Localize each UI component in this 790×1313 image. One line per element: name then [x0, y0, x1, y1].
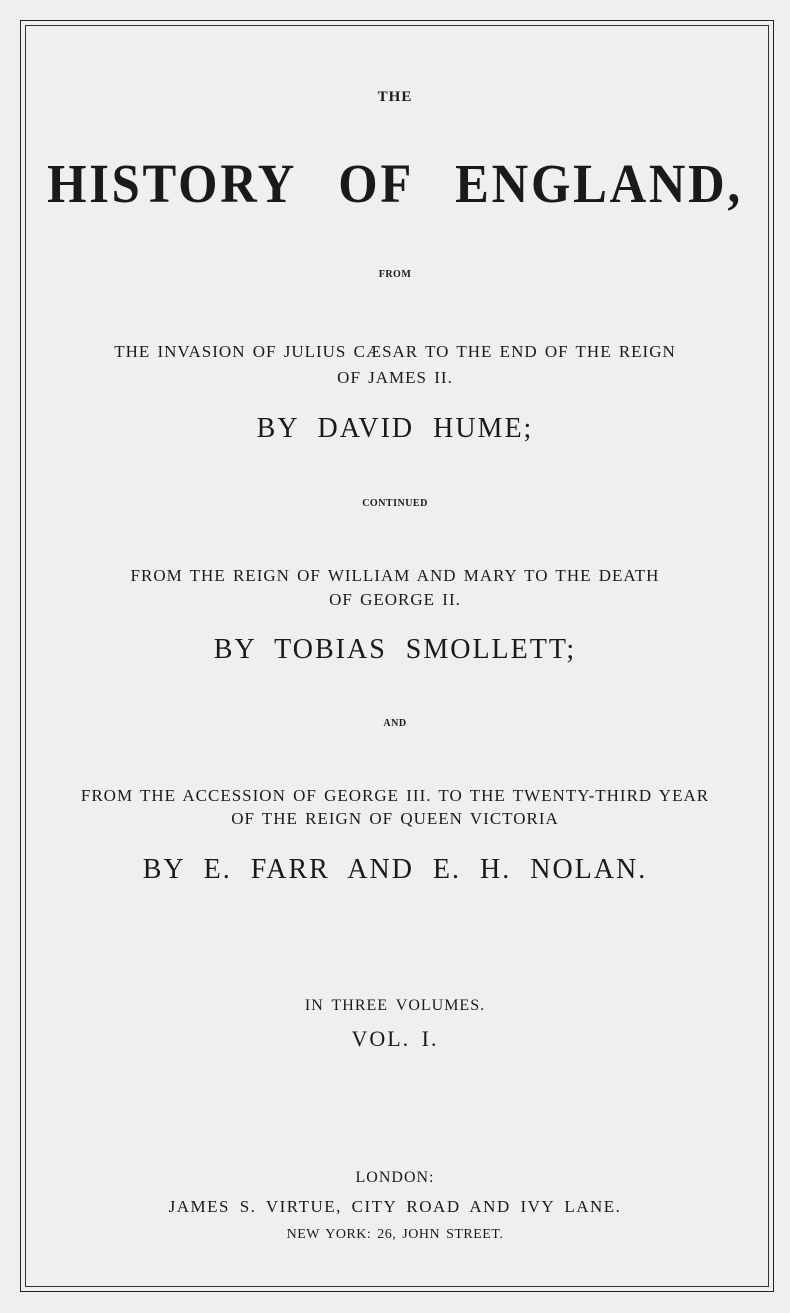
author-hume: BY DAVID HUME; — [256, 413, 534, 444]
subtitle-line-1: THE INVASION OF JULIUS CÆSAR TO THE END OF THE REIGN — [114, 342, 676, 361]
subtitle-line-3: FROM THE REIGN OF WILLIAM AND MARY TO THE DEATH — [130, 566, 660, 585]
continued-label: CONTINUED — [362, 498, 428, 509]
imprint-place: LONDON: — [355, 1169, 435, 1186]
subtitle-line-5: FROM THE ACCESSION OF GEORGE III. TO THE TWENTY-THIRD YEAR — [80, 786, 710, 805]
volume-count: IN THREE VOLUMES. — [304, 997, 486, 1014]
subtitle-line-2: OF JAMES II. — [337, 368, 453, 387]
from-label: FROM — [378, 269, 412, 280]
subtitle-line-6: OF THE REIGN OF QUEEN VICTORIA — [231, 809, 559, 828]
imprint-publisher: JAMES S. VIRTUE, CITY ROAD AND IVY LANE. — [168, 1197, 622, 1216]
imprint-branch: NEW YORK: 26, JOHN STREET. — [286, 1227, 504, 1242]
volume-number: VOL. I. — [351, 1026, 439, 1051]
title-article: THE — [377, 89, 413, 105]
subtitle-line-4: OF GEORGE II. — [329, 590, 461, 609]
author-farr-nolan: BY E. FARR AND E. H. NOLAN. — [142, 854, 648, 885]
book-title: HISTORY OF ENGLAND, — [47, 153, 743, 214]
author-smollett: BY TOBIAS SMOLLETT; — [213, 634, 577, 665]
and-label: AND — [383, 718, 407, 729]
